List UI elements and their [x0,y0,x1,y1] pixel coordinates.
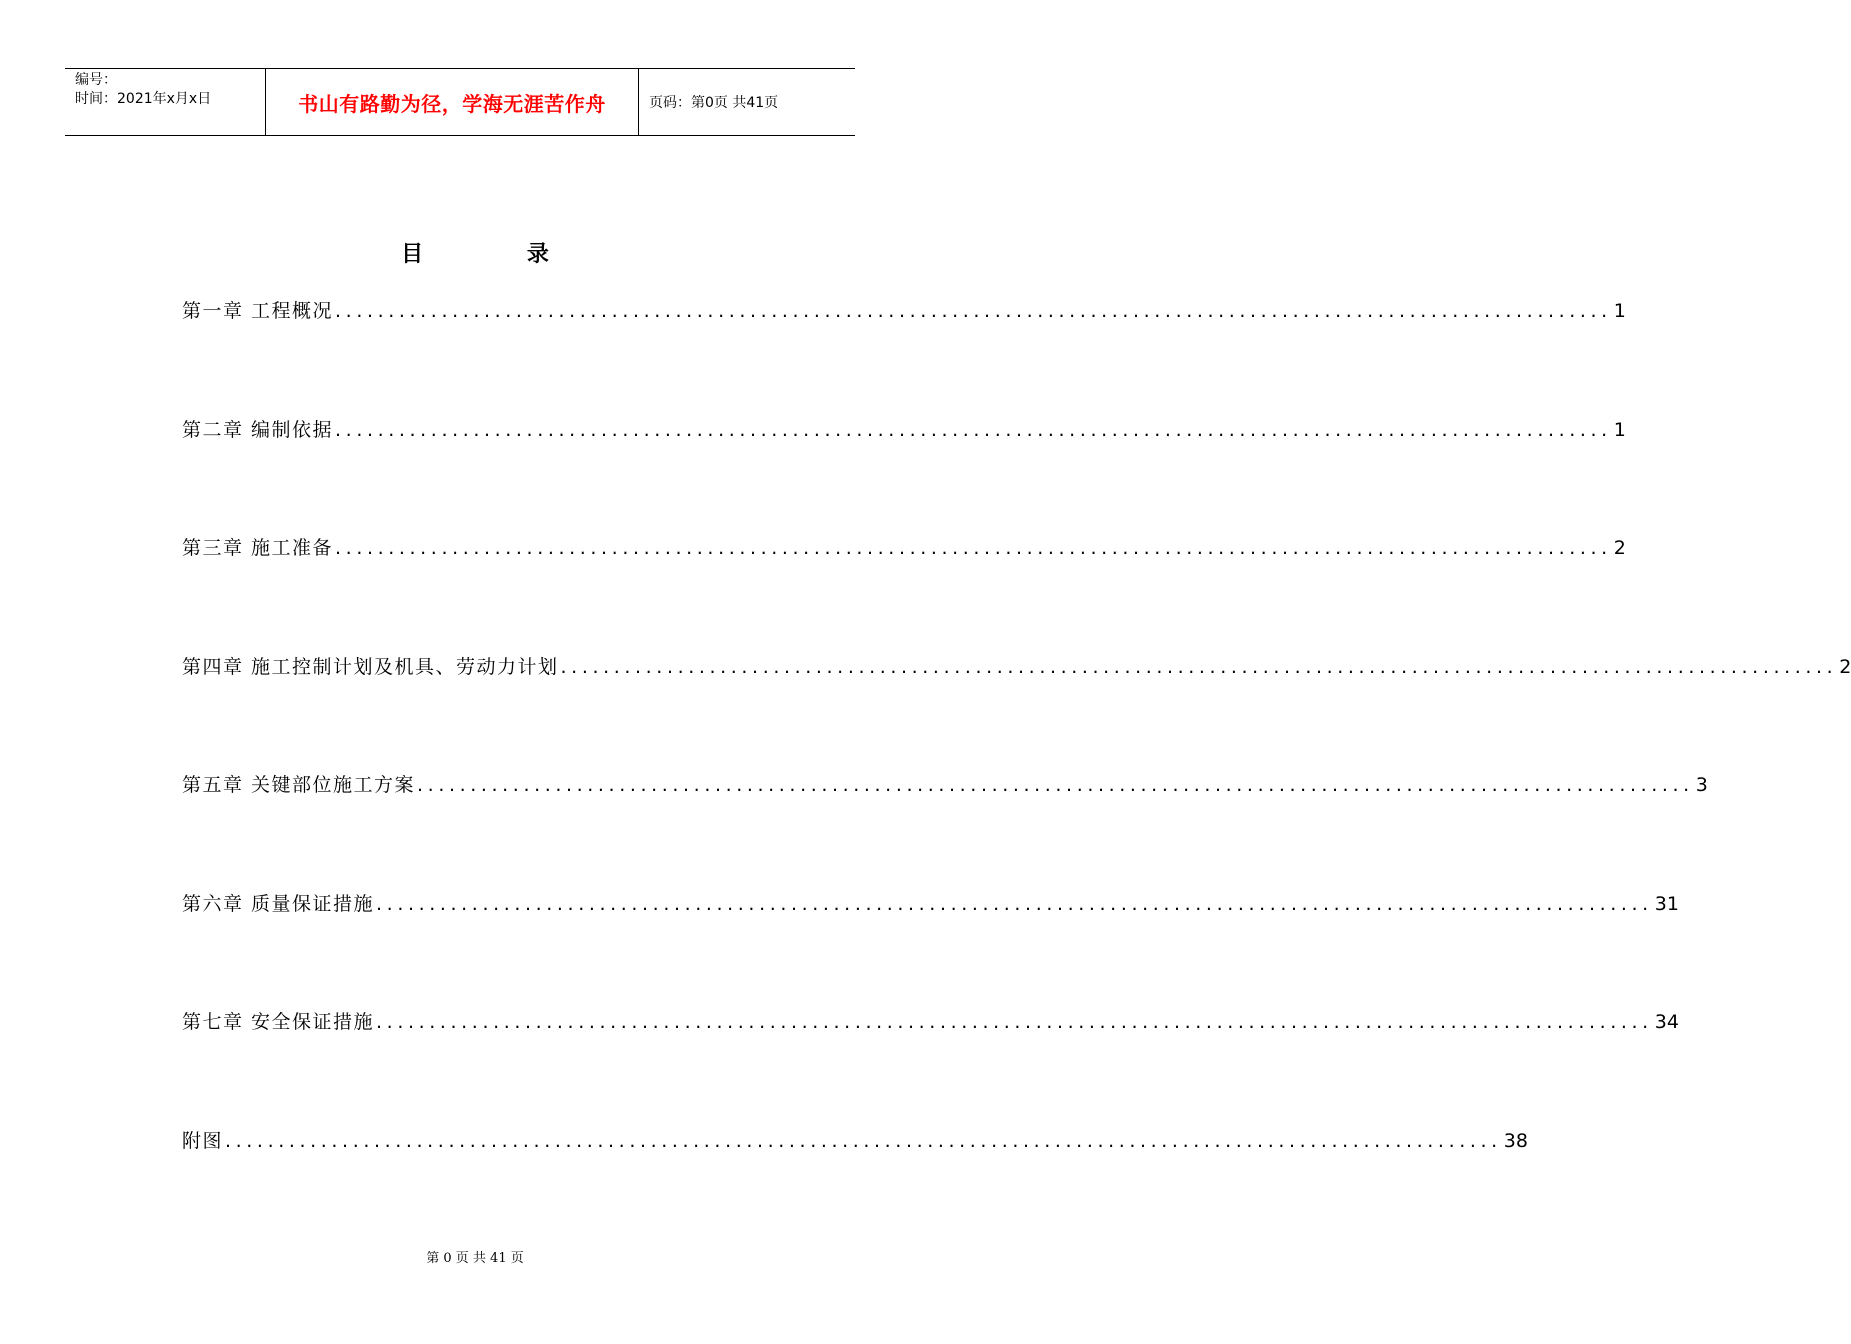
toc-leader-dots: ........................................................................................................................ [560,655,1838,678]
toc-entry[interactable] [182,889,1679,1008]
toc-entry-label: 附图 [182,1129,224,1152]
toc-entry-label: 第三章 施工准备 [182,537,334,559]
toc-entry[interactable] [182,533,1626,652]
motto-text: 书山有路勤为径，学海无涯苦作舟 [298,91,606,116]
toc-entry[interactable] [182,652,1851,771]
toc-leader-dots: ........................................................................................................................ [335,300,1612,322]
document-header [65,68,855,136]
toc-entry[interactable] [182,770,1708,889]
toc-entry-label: 第五章 关键部位施工方案 [182,774,416,796]
document-time-label: 时间：2021年x月x日 [75,91,212,107]
toc-entry-page: 2 [1613,537,1626,559]
toc-entry[interactable] [182,1126,1528,1245]
toc-entry-label: 第六章 质量保证措施 [182,892,375,915]
toc-entry[interactable] [182,296,1626,415]
toc-entry-page: 31 [1654,892,1679,915]
page-footer: 第 0 页 共 41 页 [426,1251,524,1266]
toc-title: 目 录 [401,242,597,267]
table-of-contents [182,296,1851,1244]
toc-entry-label: 第二章 编制依据 [182,418,334,441]
toc-leader-dots: ........................................................................................................................ [417,774,1694,796]
toc-entry-page: 3 [1695,774,1708,796]
toc-entry-label: 第一章 工程概况 [182,300,334,322]
toc-leader-dots: ........................................................................................................................ [225,1129,1502,1152]
toc-entry-label: 第四章 施工控制计划及机具、劳动力计划 [182,655,559,678]
toc-leader-dots: ........................................................................................................................ [335,537,1612,559]
document-number-label: 编号： [75,72,117,88]
toc-entry[interactable] [182,1007,1679,1126]
toc-entry-label: 第七章 安全保证措施 [182,1011,375,1033]
toc-leader-dots: ........................................................................................................................ [376,892,1653,915]
toc-entry-page: 1 [1613,418,1626,441]
toc-entry-page: 1 [1613,300,1626,322]
toc-entry[interactable] [182,415,1626,534]
header-meta-cell [65,69,266,135]
toc-entry-page: 34 [1654,1011,1679,1033]
header-page-cell [639,69,855,135]
header-motto-cell [266,69,639,135]
toc-entry-page: 38 [1503,1129,1528,1152]
toc-entry-page: 2 [1839,655,1851,678]
header-page-info: 页码：第0页 共41页 [649,95,779,111]
toc-leader-dots: ........................................................................................................................ [376,1011,1653,1033]
toc-leader-dots: ........................................................................................................................ [335,418,1612,441]
